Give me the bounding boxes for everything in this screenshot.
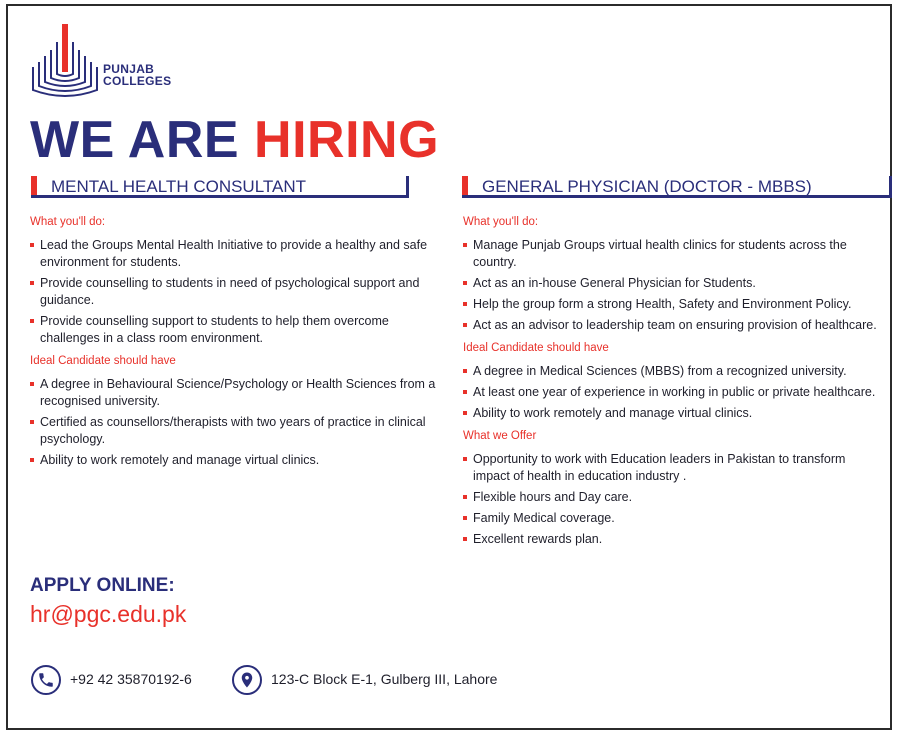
list-item: Flexible hours and Day care. — [463, 489, 883, 506]
brand-line-1: PUNJAB — [103, 62, 155, 76]
requirements-list — [463, 363, 883, 422]
job-title-text: GENERAL PHYSICIAN (DOCTOR - MBBS) — [482, 177, 812, 196]
list-item: Family Medical coverage. — [463, 510, 883, 527]
list-item: Opportunity to work with Education leaders in Pakistan to transform impact of health in education industry . — [463, 451, 883, 485]
list-item: Lead the Groups Mental Health Initiative to provide a healthy and safe environment for students. — [30, 237, 450, 271]
job-title-text: MENTAL HEALTH CONSULTANT — [51, 177, 307, 196]
job-column-mental-health — [30, 214, 450, 475]
list-item: Provide counselling to students in need of psychological support and guidance. — [30, 275, 450, 309]
brand-name — [103, 63, 171, 87]
location-pin-icon — [232, 665, 262, 695]
punjab-colleges-logo — [30, 22, 100, 102]
job-column-general-physician — [463, 214, 883, 554]
list-item: Provide counselling support to students to help them overcome challenges in a class room environment. — [30, 313, 450, 347]
list-item: A degree in Medical Sciences (MBBS) from a recognized university. — [463, 363, 883, 380]
section-heading: What you'll do: — [463, 216, 539, 228]
list-item: Ability to work remotely and manage virtual clinics. — [30, 452, 450, 469]
brand-line-2: COLLEGES — [103, 74, 172, 88]
list-item: Act as an in-house General Physician for Students. — [463, 275, 883, 292]
headline-part-1: WE ARE — [30, 111, 255, 169]
duties-list — [30, 237, 450, 347]
phone-number[interactable]: +92 42 35870192-6 — [70, 671, 192, 687]
requirements-list — [30, 376, 450, 469]
section-heading: Ideal Candidate should have — [30, 355, 176, 367]
address-text: 123-C Block E-1, Gulberg III, Lahore — [271, 671, 498, 687]
list-item: Act as an advisor to leadership team on ensuring provision of healthcare. — [463, 317, 883, 334]
page-title — [30, 110, 439, 170]
section-heading: What you'll do: — [30, 216, 106, 228]
red-accent-bar — [462, 176, 468, 195]
section-heading: Ideal Candidate should have — [463, 342, 609, 354]
apply-email-link[interactable]: hr@pgc.edu.pk — [30, 601, 187, 627]
section-heading: What we Offer — [463, 430, 537, 442]
red-accent-bar — [31, 176, 37, 195]
list-item: Excellent rewards plan. — [463, 531, 883, 548]
apply-online-label: APPLY ONLINE: — [30, 575, 175, 596]
list-item: Ability to work remotely and manage virtual clinics. — [463, 405, 883, 422]
headline-part-2: HIRING — [254, 111, 440, 169]
phone-icon — [31, 665, 61, 695]
list-item: Manage Punjab Groups virtual health clinics for students across the country. — [463, 237, 883, 271]
list-item: Help the group form a strong Health, Safety and Environment Policy. — [463, 296, 883, 313]
job-title-general-physician — [462, 176, 892, 198]
list-item: A degree in Behavioural Science/Psychology or Health Sciences from a recognised university. — [30, 376, 450, 410]
list-item: Certified as counsellors/therapists with two years of practice in clinical psychology. — [30, 414, 450, 448]
offer-list — [463, 451, 883, 548]
duties-list — [463, 237, 883, 334]
job-title-mental-health — [31, 176, 409, 198]
list-item: At least one year of experience in working in public or private healthcare. — [463, 384, 883, 401]
